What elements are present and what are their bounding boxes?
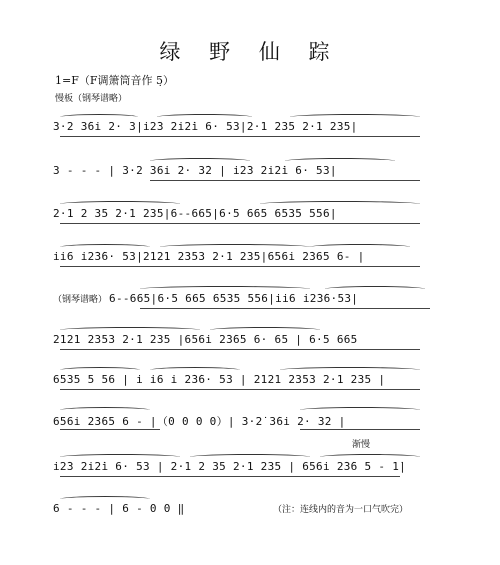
slur bbox=[285, 158, 395, 164]
slur bbox=[157, 114, 252, 120]
rhythm-underline bbox=[60, 349, 420, 350]
slur bbox=[60, 407, 150, 413]
slur bbox=[60, 244, 150, 250]
score-line-5 bbox=[53, 292, 358, 305]
rhythm-underline bbox=[60, 266, 420, 267]
score-line-10: 6 - - - | 6 - 0 0 ‖ bbox=[53, 502, 185, 515]
score-line-8: 656i 2̇3̇65 6 - |（0 0 0 0）| 3·2̇ 3̇6i 2· 3̇2 | bbox=[53, 415, 346, 428]
rhythm-underline bbox=[300, 429, 420, 430]
slur bbox=[150, 367, 240, 373]
rhythm-underline bbox=[60, 476, 400, 477]
footnote: （注：连线内的音为一口气吹完） bbox=[273, 505, 409, 515]
rhythm-underline bbox=[140, 308, 430, 309]
score-line-3: 2·1 2 35 2·1 235|6--665|6·5 665 6535 556| bbox=[53, 207, 337, 220]
score-line-7: 6535 5 56 | i i6 i 2̇3̇6· 53 | 2121 2353 2·1 235 | bbox=[53, 373, 386, 386]
slur bbox=[320, 454, 420, 460]
score-line-5-prefix: （钢琴谱略） bbox=[53, 295, 108, 305]
slur bbox=[60, 454, 180, 460]
rhythm-underline bbox=[60, 136, 420, 137]
score-line-2: 3 - - - | 3·2 36i 2· 3̇2 | i2̇3 2i2̇i 6· 53| bbox=[53, 164, 337, 177]
slur bbox=[60, 114, 138, 120]
slur bbox=[325, 286, 425, 292]
score-line-6: 2121 2353 2·1 235 |656i 2̇3̇65 6· 65 | 6·5 665 bbox=[53, 333, 358, 346]
rhythm-underline bbox=[60, 223, 420, 224]
slur bbox=[140, 286, 310, 292]
slur bbox=[280, 367, 420, 373]
slur bbox=[60, 367, 140, 373]
slur bbox=[60, 201, 180, 207]
score-line-9: i2̇3 2i2̇i 6· 53 | 2·1 2 35 2·1 235 | 656i 2̇3̇6 5 - 1̇| bbox=[53, 460, 407, 473]
rhythm-underline bbox=[60, 389, 420, 390]
slur bbox=[210, 327, 320, 333]
slur bbox=[310, 244, 410, 250]
song-title: 绿 野 仙 踪 bbox=[159, 40, 341, 64]
rhythm-underline bbox=[150, 180, 420, 181]
tempo-marking: 慢板（钢琴谱略） bbox=[55, 94, 128, 104]
slur bbox=[160, 244, 310, 250]
diminuendo-marking: 渐慢 bbox=[352, 440, 371, 450]
slur bbox=[60, 327, 200, 333]
slur bbox=[190, 454, 310, 460]
slur bbox=[290, 114, 420, 120]
score-line-1: 3·2 3̇6i 2· 3|i2̇3 2i2̇i 6· 53|2·1 235 2·1 235| bbox=[53, 120, 358, 133]
score-line-5-notes: 6--665|6·5 665 6535 556|ii6 i2̇3̇6·53| bbox=[109, 292, 359, 305]
slur bbox=[260, 201, 420, 207]
slur bbox=[300, 407, 420, 413]
rhythm-underline bbox=[60, 429, 160, 430]
slur bbox=[60, 496, 150, 502]
key-signature: 1=F（F调箫筒音作 5̣） bbox=[55, 74, 174, 87]
slur bbox=[150, 158, 250, 164]
score-line-4: ii6 i2̇3̇6· 53|2121 2353 2·1 235|656i 2̇365 6- | bbox=[53, 250, 365, 263]
